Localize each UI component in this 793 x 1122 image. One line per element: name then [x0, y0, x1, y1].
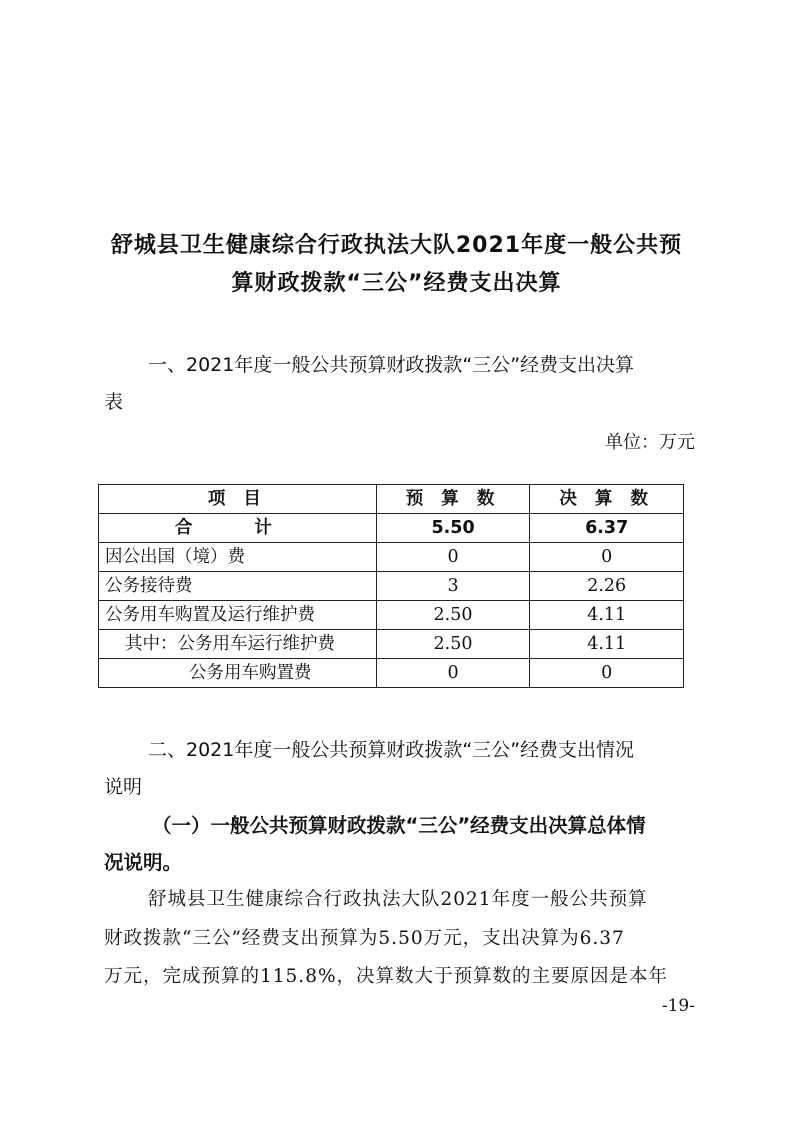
table-row [99, 543, 684, 572]
document-title-line-1: 舒城县卫生健康综合行政执法大队2021年度一般公共预 [110, 233, 683, 258]
row-budget: 2.50 [376, 601, 530, 630]
row-final: 2.26 [530, 572, 684, 601]
subsection1-heading: （一）一般公共预算财政拨款“三公”经费支出决算总体情 [152, 814, 646, 837]
paragraph-line-3: 万元，完成预算的115.8%，决算数大于预算数的主要原因是本年 [104, 966, 669, 987]
total-label: 合 计 [99, 514, 377, 543]
row-final: 0 [530, 543, 684, 572]
row-label: 因公出国（境）费 [99, 543, 377, 572]
total-final: 6.37 [530, 514, 684, 543]
header-item: 项 目 [99, 485, 377, 514]
row-budget: 0 [376, 659, 530, 688]
section2-heading: 二、2021年度一般公共预算财政拨款“三公”经费支出情况 [148, 739, 635, 761]
row-final: 4.11 [530, 630, 684, 659]
row-label: 其中：公务用车运行维护费 [99, 630, 377, 659]
table-row [99, 601, 684, 630]
row-budget: 0 [376, 543, 530, 572]
row-label: 公务用车购置及运行维护费 [99, 601, 377, 630]
table-total-row [99, 514, 684, 543]
table-row [99, 659, 684, 688]
unit-label: 单位：万元 [605, 432, 695, 453]
total-budget: 5.50 [376, 514, 530, 543]
row-label: 公务接待费 [99, 572, 377, 601]
section2-heading-continued: 说明 [104, 776, 143, 798]
document-title-line-2: 算财政拨款“三公”经费支出决算 [231, 271, 562, 296]
row-label: 公务用车购置费 [99, 659, 377, 688]
paragraph-line-1: 舒城县卫生健康综合行政执法大队2021年度一般公共预算 [148, 889, 648, 910]
row-final: 4.11 [530, 601, 684, 630]
row-budget: 3 [376, 572, 530, 601]
header-budget: 预 算 数 [376, 485, 530, 514]
section1-heading-continued: 表 [104, 391, 124, 413]
three-public-expenses-table [98, 484, 684, 688]
header-final: 决 算 数 [530, 485, 684, 514]
page-number: -19- [661, 996, 695, 1016]
paragraph-line-2: 财政拨款“三公”经费支出预算为5.50万元，支出决算为6.37 [104, 928, 625, 949]
table-row [99, 572, 684, 601]
table-header-row [99, 485, 684, 514]
row-budget: 2.50 [376, 630, 530, 659]
table-row [99, 630, 684, 659]
subsection1-heading-continued: 况说明。 [104, 851, 183, 874]
row-final: 0 [530, 659, 684, 688]
section1-heading: 一、2021年度一般公共预算财政拨款“三公”经费支出决算 [148, 354, 635, 376]
